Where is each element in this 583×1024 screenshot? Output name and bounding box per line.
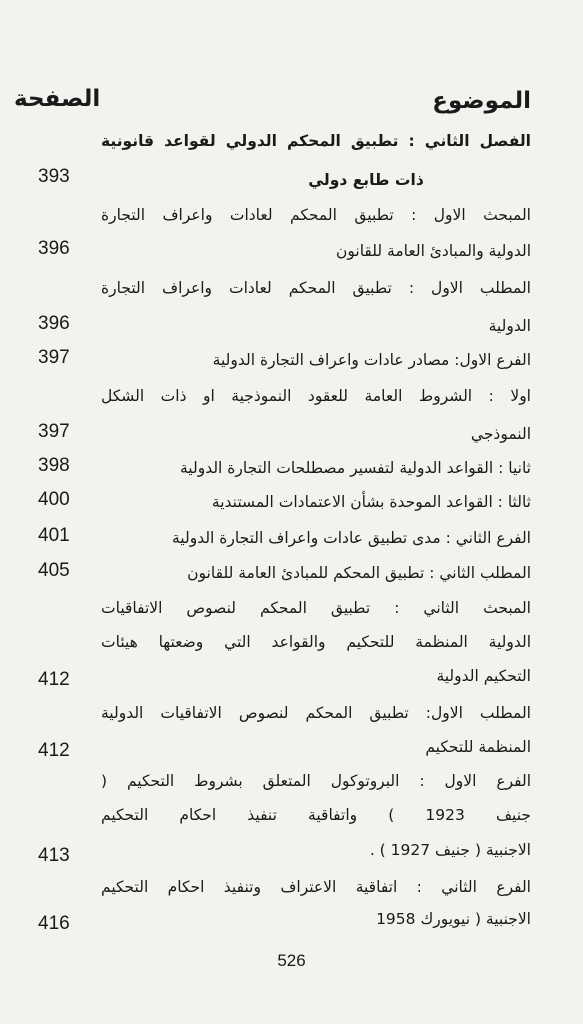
toc-line: الاجنبية ( جنيف 1927 ) . [369,841,531,859]
toc-page-number: 393 [38,166,70,187]
toc-line: ثانيا : القواعد الدولية لتفسير مصطلحات التجارة الدولية [180,459,531,477]
toc-line: التحكيم الدولية [436,667,531,685]
toc-line: جنيف 1923 ) واتفاقية تنفيذ احكام التحكيم [101,806,531,824]
toc-page-number: 397 [38,421,70,442]
toc-line: الدولية والمبادئ العامة للقانون [335,242,531,260]
toc-line: الفرع الاول : البروتوكول المتعلق بشروط التحكيم ( [101,772,531,790]
toc-line: الفرع الاول: مصادر عادات واعراف التجارة الدولية [212,351,531,369]
toc-line: الدولية [488,317,531,335]
toc-line: الفصل الثاني : تطبيق المحكم الدولي لقواعد قانونية [101,132,531,150]
toc-line: ذات طابع دولي [308,171,424,189]
toc-page-number: 396 [38,238,70,259]
toc-page-number: 401 [38,525,70,546]
toc-line: المطلب الاول : تطبيق المحكم لعادات واعراف التجارة [101,279,531,297]
page-number: 526 [277,951,306,970]
toc-line: الاجنبية ( نيويورك 1958 [376,910,531,928]
toc-line: المبحث الثاني : تطبيق المحكم لنصوص الاتفاقيات [101,599,531,617]
toc-line: ثالثا : القواعد الموحدة بشأن الاعتمادات المستندية [211,493,531,511]
toc-page-number: 412 [38,740,70,761]
toc-line: المطلب الاول: تطبيق المحكم لنصوص الاتفاقيات الدولية [101,704,531,722]
toc-line: النموذجي [470,425,531,443]
toc-page-number: 400 [38,489,70,510]
toc-page-number: 412 [38,669,70,690]
toc-page-number: 397 [38,347,70,368]
toc-line: الدولية المنظمة للتحكيم والقواعد التي وضعتها هيئات [101,633,531,651]
toc-page-number: 396 [38,313,70,334]
toc-line: الفرع الثاني : اتفاقية الاعتراف وتنفيذ احكام التحكيم [101,878,531,896]
column-header-subject: الموضوع [432,88,531,114]
toc-line: المبحث الاول : تطبيق المحكم لعادات واعراف التجارة [101,206,531,224]
toc-page-number: 413 [38,845,70,866]
toc-page-number: 405 [38,560,70,581]
toc-line: المنظمة للتحكيم [425,738,531,756]
toc-line: اولا : الشروط العامة للعقود النموذجية او ذات الشكل [101,387,531,405]
toc-line: الفرع الثاني : مدى تطبيق عادات واعراف التجارة الدولية [172,529,531,547]
toc-line: المطلب الثاني : تطبيق المحكم للمبادئ العامة للقانون [187,564,531,582]
toc-page-number: 416 [38,913,70,934]
column-header-page: الصفحة [14,86,101,112]
toc-page-number: 398 [38,455,70,476]
